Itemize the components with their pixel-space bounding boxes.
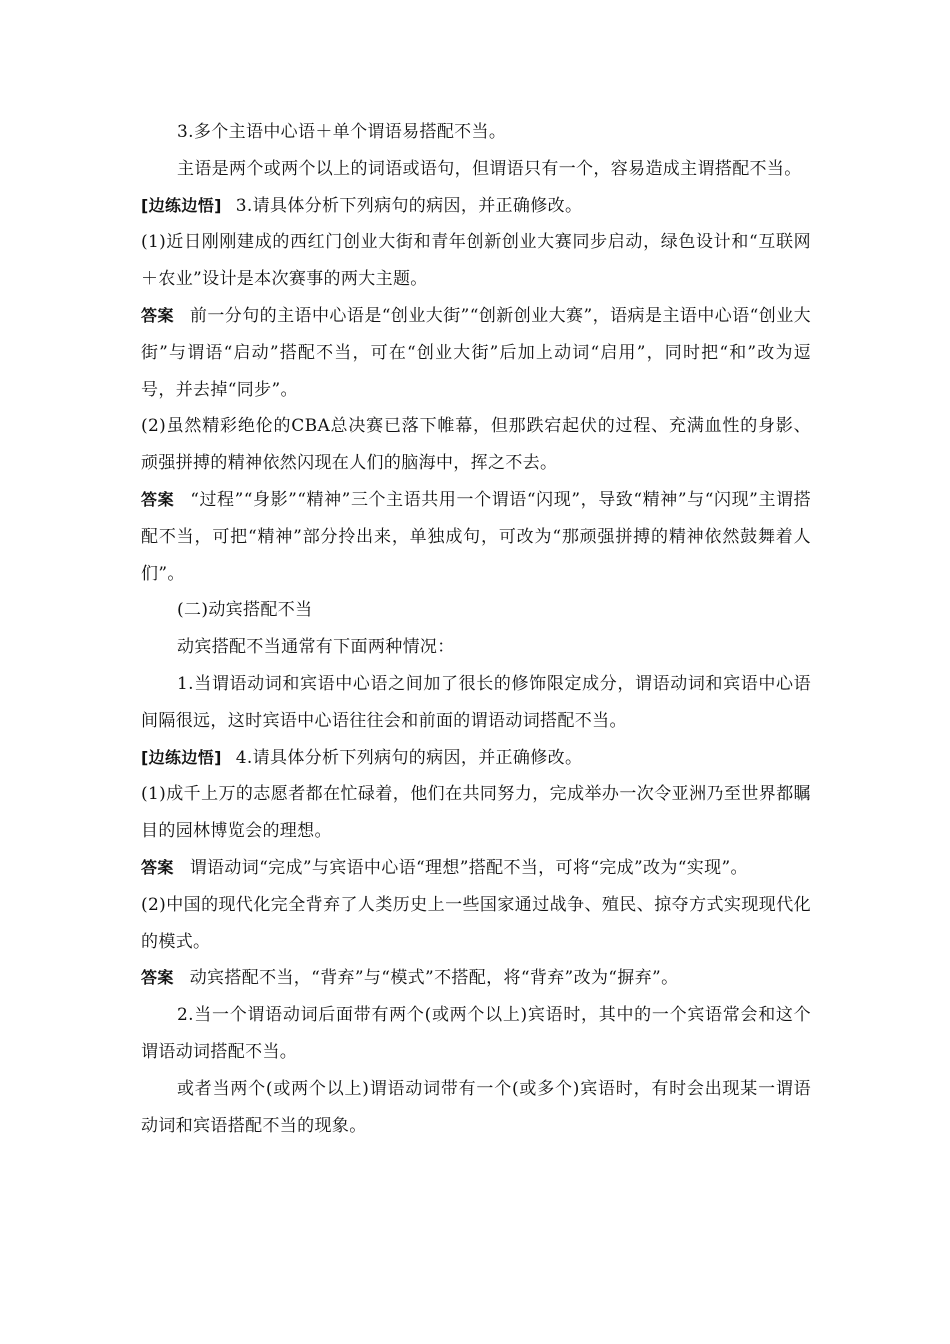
answer-1 [141, 298, 811, 408]
section-heading-verb-object: (二)动宾搭配不当 [177, 600, 313, 621]
section-intro: 动宾搭配不当通常有下面两种情况： [177, 637, 455, 658]
answer-tag: 答案 [141, 489, 175, 509]
question-2: (2)虽然精彩绝伦的CBA总决赛已落下帷幕，但那跌宕起伏的过程、充满血性的身影、顽强拼搏的精神依然闪现在人们的脑海中，挥之不去。 [141, 416, 811, 474]
answer-text: 动宾搭配不当，“背弃”与“模式”不搭配，将“背弃”改为“摒弃”。 [189, 968, 679, 989]
answer-text: “过程”“身影”“精神”三个主语共用一个谓语“闪现”，导致“精神”与“闪现”主谓搭配不当，可把“精神”部分拎出来，单独成句，可改为“那顽强拼搏的精神依然鼓舞着人们”。 [141, 489, 812, 584]
exercise-tag: [边练边悟] [141, 747, 222, 767]
answer-tag: 答案 [141, 857, 174, 877]
answer-text: 谓语动词“完成”与宾语中心语“理想”搭配不当，可将“完成”改为“实现”。 [189, 857, 748, 878]
rule-explanation: 或者当两个(或两个以上)谓语动词带有一个(或多个)宾语时，有时会出现某一谓语动词和宾语搭配不当的现象。 [141, 1078, 811, 1136]
question-1: (1)成千上万的志愿者都在忙碌着，他们在共同努力，完成举办一次令亚洲乃至世界都瞩目的园林博览会的理想。 [141, 784, 811, 842]
rule-heading-1: 1.当谓语动词和宾语中心语之间加了很长的修饰限定成分，谓语动词和宾语中心语间隔很远，这时宾语中心语往往会和前面的谓语动词搭配不当。 [141, 673, 811, 731]
exercise-text: 3.请具体分析下列病句的病因，并正确修改。 [235, 195, 583, 216]
answer-tag: 答案 [141, 968, 174, 988]
exercise-prompt-3 [141, 188, 811, 225]
exercise-tag: [边练边悟] [141, 195, 222, 215]
answer-tag: 答案 [141, 305, 174, 325]
answer-text: 前一分句的主语中心语是“创业大街”“创新创业大赛”，语病是主语中心语“创业大街”与谓语“启动”搭配不当，可在“创业大街”后加上动词“启用”，同时把“和”改为逗号，并去掉“同步”。 [141, 305, 811, 400]
question-2: (2)中国的现代化完全背弃了人类历史上一些国家通过战争、殖民、掠夺方式实现现代化的模式。 [141, 894, 811, 952]
rule-explanation: 主语是两个或两个以上的词语或语句，但谓语只有一个，容易造成主谓搭配不当。 [177, 158, 802, 179]
exercise-text: 4.请具体分析下列病句的病因，并正确修改。 [235, 747, 583, 768]
document-page [141, 114, 811, 1144]
rule-heading-2: 2.当一个谓语动词后面带有两个(或两个以上)宾语时，其中的一个宾语常会和这个谓语动词搭配不当。 [141, 1005, 811, 1062]
rule-heading-3: 3.多个主语中心语＋单个谓语易搭配不当。 [177, 122, 507, 142]
exercise-prompt-4 [141, 740, 811, 777]
answer-2 [141, 482, 811, 592]
question-1: (1)近日刚刚建成的西红门创业大街和青年创新创业大赛同步启动，绿色设计和“互联网＋农业”设计是本次赛事的两大主题。 [141, 232, 811, 290]
answer-1 [141, 850, 811, 887]
answer-2 [141, 960, 811, 997]
